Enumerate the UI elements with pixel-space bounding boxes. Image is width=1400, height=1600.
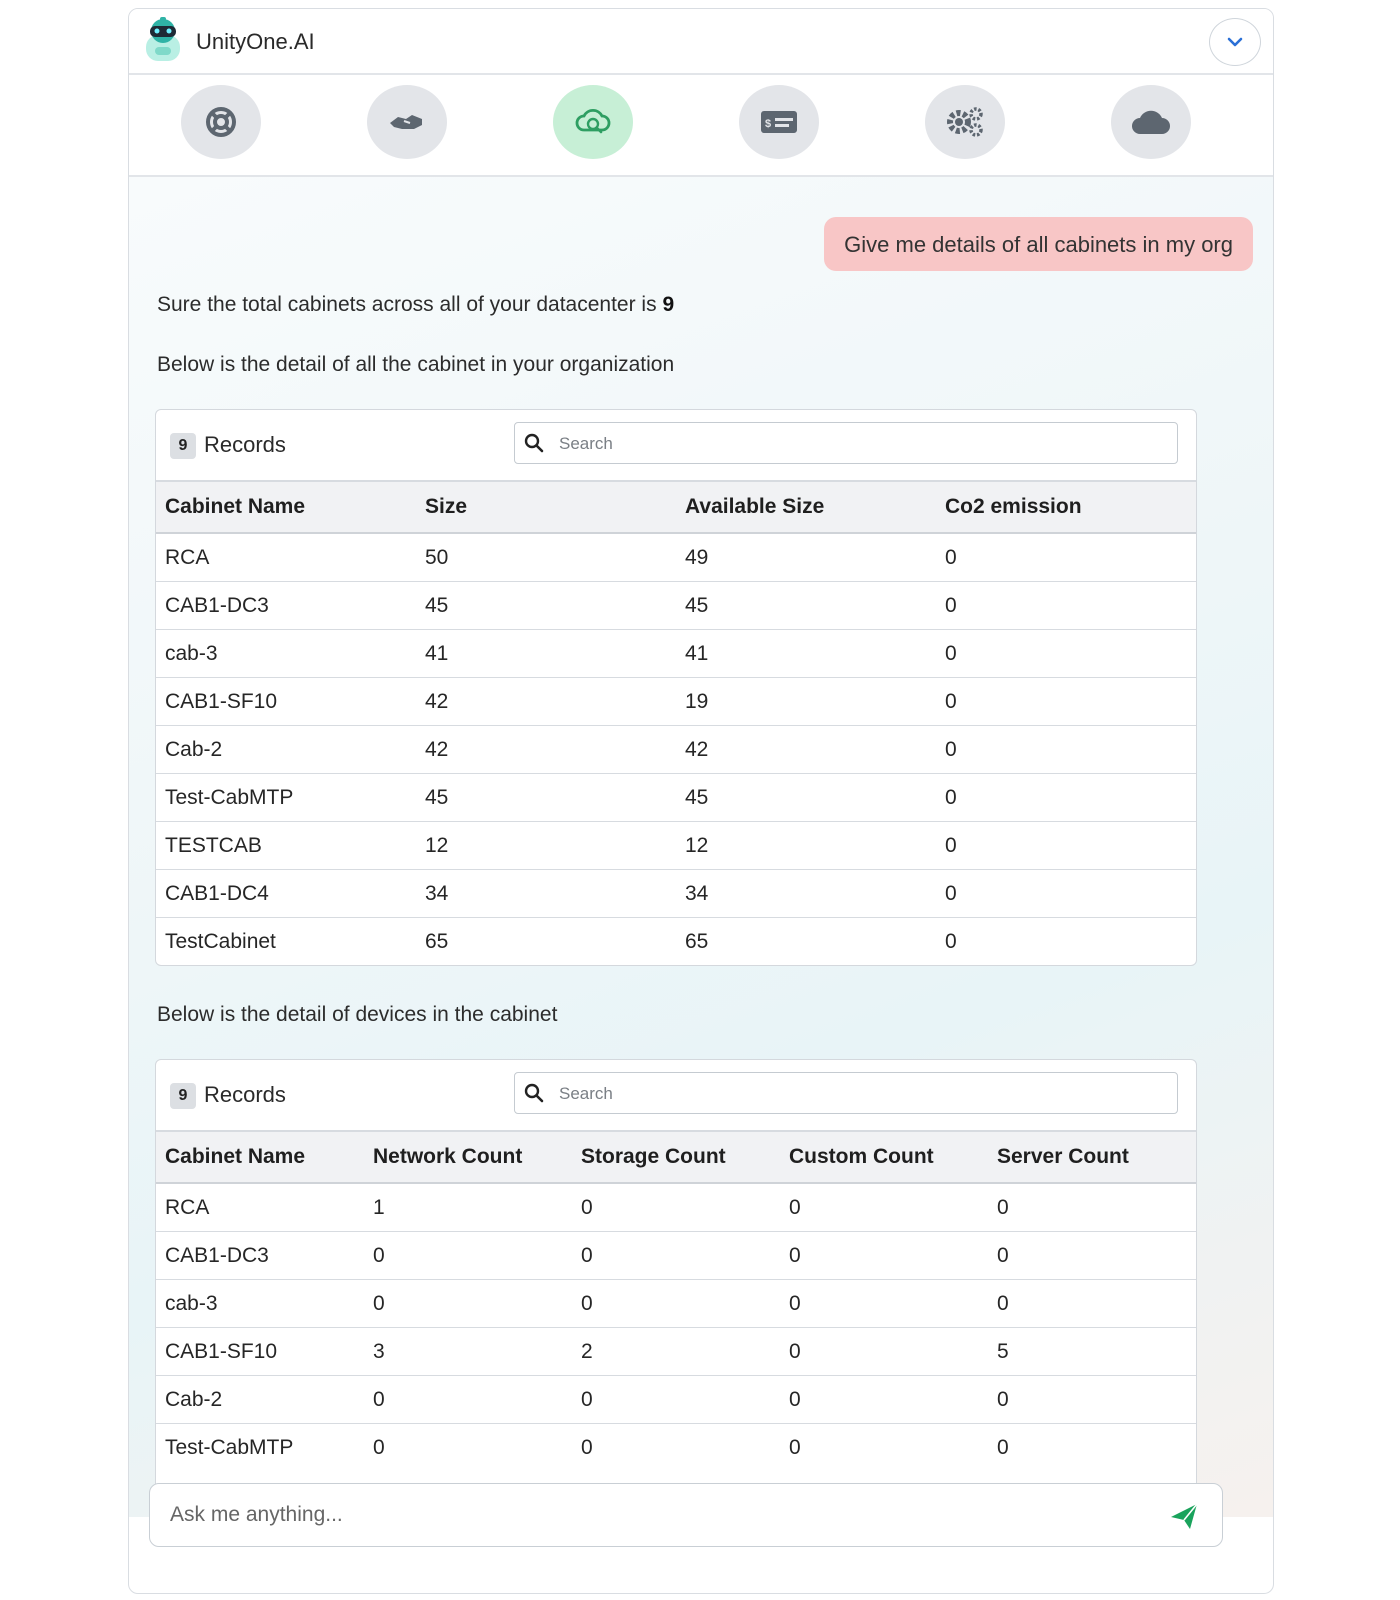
- table-row[interactable]: [156, 1183, 1196, 1232]
- table-cell: 50: [416, 533, 676, 582]
- table-cell: 0: [581, 1435, 593, 1459]
- reply-total-text: Sure the total cabinets across all of your datacenter is: [157, 293, 663, 316]
- table-cell: 0: [988, 1376, 1196, 1424]
- handshake-icon: [388, 109, 426, 135]
- table-cell: 0: [936, 822, 1196, 870]
- chat-input[interactable]: [168, 1498, 1152, 1532]
- cabinets-column-header[interactable]: Size: [416, 482, 676, 533]
- header: [129, 9, 1273, 75]
- table-cell: 12: [676, 822, 936, 870]
- table-cell: 0: [936, 533, 1196, 582]
- table-cell: 42: [416, 726, 676, 774]
- table-cell: CAB1-SF10: [156, 1328, 364, 1376]
- reply-devices-intro: Below is the detail of devices in the cabinet: [157, 1003, 558, 1026]
- table-cell: TESTCAB: [156, 822, 416, 870]
- devices-column-header[interactable]: Network Count: [364, 1132, 572, 1183]
- table-row[interactable]: [156, 1280, 1196, 1328]
- search-icon: [524, 1083, 544, 1103]
- table-cell: 42: [676, 726, 936, 774]
- table-cell: 0: [572, 1232, 780, 1280]
- table-cell: RCA: [156, 533, 416, 582]
- table-cell: 0: [364, 1280, 572, 1328]
- chevron-down-icon: [1227, 36, 1243, 48]
- table-cell: 41: [416, 630, 676, 678]
- cabinets-column-header[interactable]: Co2 emission: [936, 482, 1196, 533]
- devices-column-header[interactable]: Server Count: [988, 1132, 1196, 1183]
- table-row[interactable]: [156, 774, 1196, 822]
- table-cell: 5: [988, 1328, 1196, 1376]
- user-message-bubble: Give me details of all cabinets in my org: [824, 217, 1253, 271]
- records-label: Records: [204, 432, 286, 457]
- table-cell: 0: [780, 1232, 988, 1280]
- table-cell: 0: [945, 929, 957, 953]
- table-cell: CAB1-DC4: [156, 870, 416, 918]
- table-cell: 0: [572, 1376, 780, 1424]
- table-cell: 0: [373, 1435, 385, 1459]
- table-cell: 0: [572, 1280, 780, 1328]
- cabinets-search[interactable]: [514, 422, 1178, 464]
- support-tool-button[interactable]: [181, 85, 261, 159]
- reply-total-count: 9: [662, 293, 675, 316]
- table-row[interactable]: [156, 1424, 1196, 1472]
- table-cell: Test-CabMTP: [165, 1435, 294, 1459]
- table-cell: Cab-2: [156, 1376, 364, 1424]
- cloud-sync-tool-button[interactable]: [553, 85, 633, 159]
- devices-search-input[interactable]: [557, 1079, 1161, 1109]
- cloud-sync-icon: [575, 108, 611, 136]
- devices-search[interactable]: [514, 1072, 1178, 1114]
- table-cell: 0: [936, 678, 1196, 726]
- table-cell: 45: [676, 582, 936, 630]
- cabinets-table-toolbar: [156, 410, 1196, 482]
- table-cell: 0: [780, 1183, 988, 1232]
- table-row[interactable]: [156, 678, 1196, 726]
- devices-column-header[interactable]: Cabinet Name: [156, 1132, 364, 1183]
- cloud-icon: [1130, 107, 1172, 137]
- table-row[interactable]: [156, 1232, 1196, 1280]
- table-cell: 0: [936, 582, 1196, 630]
- robot-logo-icon: [143, 17, 183, 65]
- table-row[interactable]: [156, 630, 1196, 678]
- app-title: UnityOne.AI: [196, 29, 315, 54]
- table-row[interactable]: [156, 726, 1196, 774]
- chat-panel: [128, 8, 1274, 1594]
- cabinets-table-card: [155, 409, 1197, 966]
- settings-tool-button[interactable]: [925, 85, 1005, 159]
- devices-table-card: [155, 1059, 1197, 1501]
- table-row[interactable]: [156, 918, 1196, 966]
- table-cell: CAB1-DC3: [156, 582, 416, 630]
- devices-column-header[interactable]: Custom Count: [780, 1132, 988, 1183]
- table-cell: 41: [676, 630, 936, 678]
- table-cell: 12: [416, 822, 676, 870]
- table-cell: 0: [364, 1232, 572, 1280]
- cabinets-table-header: [156, 482, 1196, 533]
- table-row[interactable]: [156, 870, 1196, 918]
- partner-tool-button[interactable]: [367, 85, 447, 159]
- table-cell: 2: [572, 1328, 780, 1376]
- table-cell: Test-CabMTP: [156, 774, 416, 822]
- table-row[interactable]: [156, 533, 1196, 582]
- settings-gears-icon: [945, 106, 985, 138]
- table-cell: 42: [416, 678, 676, 726]
- records-label: Records: [204, 1082, 286, 1107]
- table-cell: 65: [685, 929, 709, 953]
- reply-total-line: [157, 293, 674, 317]
- table-cell: 0: [780, 1328, 988, 1376]
- table-cell: 65: [425, 929, 449, 953]
- send-icon[interactable]: [1168, 1500, 1200, 1532]
- table-cell: 49: [676, 533, 936, 582]
- table-cell: 0: [936, 774, 1196, 822]
- record-count-badge: 9: [170, 1083, 196, 1109]
- devices-table: [156, 1132, 1196, 1471]
- table-cell: 0: [572, 1183, 780, 1232]
- billing-card-icon: [760, 109, 798, 135]
- devices-column-header[interactable]: Storage Count: [572, 1132, 780, 1183]
- table-row[interactable]: [156, 1328, 1196, 1376]
- devices-table-toolbar: [156, 1060, 1196, 1132]
- table-cell: CAB1-SF10: [156, 678, 416, 726]
- lifebuoy-icon: [204, 105, 238, 139]
- record-count-badge: 9: [170, 433, 196, 459]
- table-row[interactable]: [156, 1376, 1196, 1424]
- table-cell: 0: [364, 1376, 572, 1424]
- table-cell: Cab-2: [156, 726, 416, 774]
- cloud-tool-button[interactable]: [1111, 85, 1191, 159]
- table-cell: 34: [676, 870, 936, 918]
- billing-tool-button[interactable]: [739, 85, 819, 159]
- collapse-button[interactable]: [1209, 18, 1261, 66]
- table-cell: 0: [988, 1280, 1196, 1328]
- table-cell: 3: [364, 1328, 572, 1376]
- tool-icon-bar: [129, 75, 1273, 177]
- table-cell: 0: [936, 870, 1196, 918]
- table-cell: cab-3: [156, 630, 416, 678]
- chat-area: [129, 177, 1273, 1517]
- table-cell: RCA: [156, 1183, 364, 1232]
- table-row[interactable]: [156, 582, 1196, 630]
- table-cell: CAB1-DC3: [156, 1232, 364, 1280]
- table-cell: 0: [988, 1232, 1196, 1280]
- table-cell: cab-3: [156, 1280, 364, 1328]
- table-cell: 0: [780, 1376, 988, 1424]
- svg-text:$: $: [765, 118, 772, 130]
- chat-composer: [149, 1483, 1223, 1547]
- reply-cabinets-intro: Below is the detail of all the cabinet in your organization: [157, 353, 675, 376]
- table-cell: 0: [997, 1435, 1009, 1459]
- cabinets-table: [156, 482, 1196, 965]
- table-cell: 0: [936, 726, 1196, 774]
- table-cell: 0: [780, 1280, 988, 1328]
- table-cell: 45: [416, 582, 676, 630]
- table-cell: 45: [416, 774, 676, 822]
- cabinets-search-input[interactable]: [557, 429, 1161, 459]
- table-cell: 19: [676, 678, 936, 726]
- search-icon: [524, 433, 544, 453]
- table-cell: 45: [676, 774, 936, 822]
- table-cell: 1: [364, 1183, 572, 1232]
- table-cell: 0: [789, 1435, 801, 1459]
- cabinets-column-header[interactable]: Cabinet Name: [156, 482, 416, 533]
- table-cell: 0: [988, 1183, 1196, 1232]
- table-cell: 34: [416, 870, 676, 918]
- devices-table-header: [156, 1132, 1196, 1183]
- table-cell: 0: [936, 630, 1196, 678]
- table-row[interactable]: [156, 822, 1196, 870]
- table-cell: TestCabinet: [165, 929, 276, 953]
- cabinets-column-header[interactable]: Available Size: [676, 482, 936, 533]
